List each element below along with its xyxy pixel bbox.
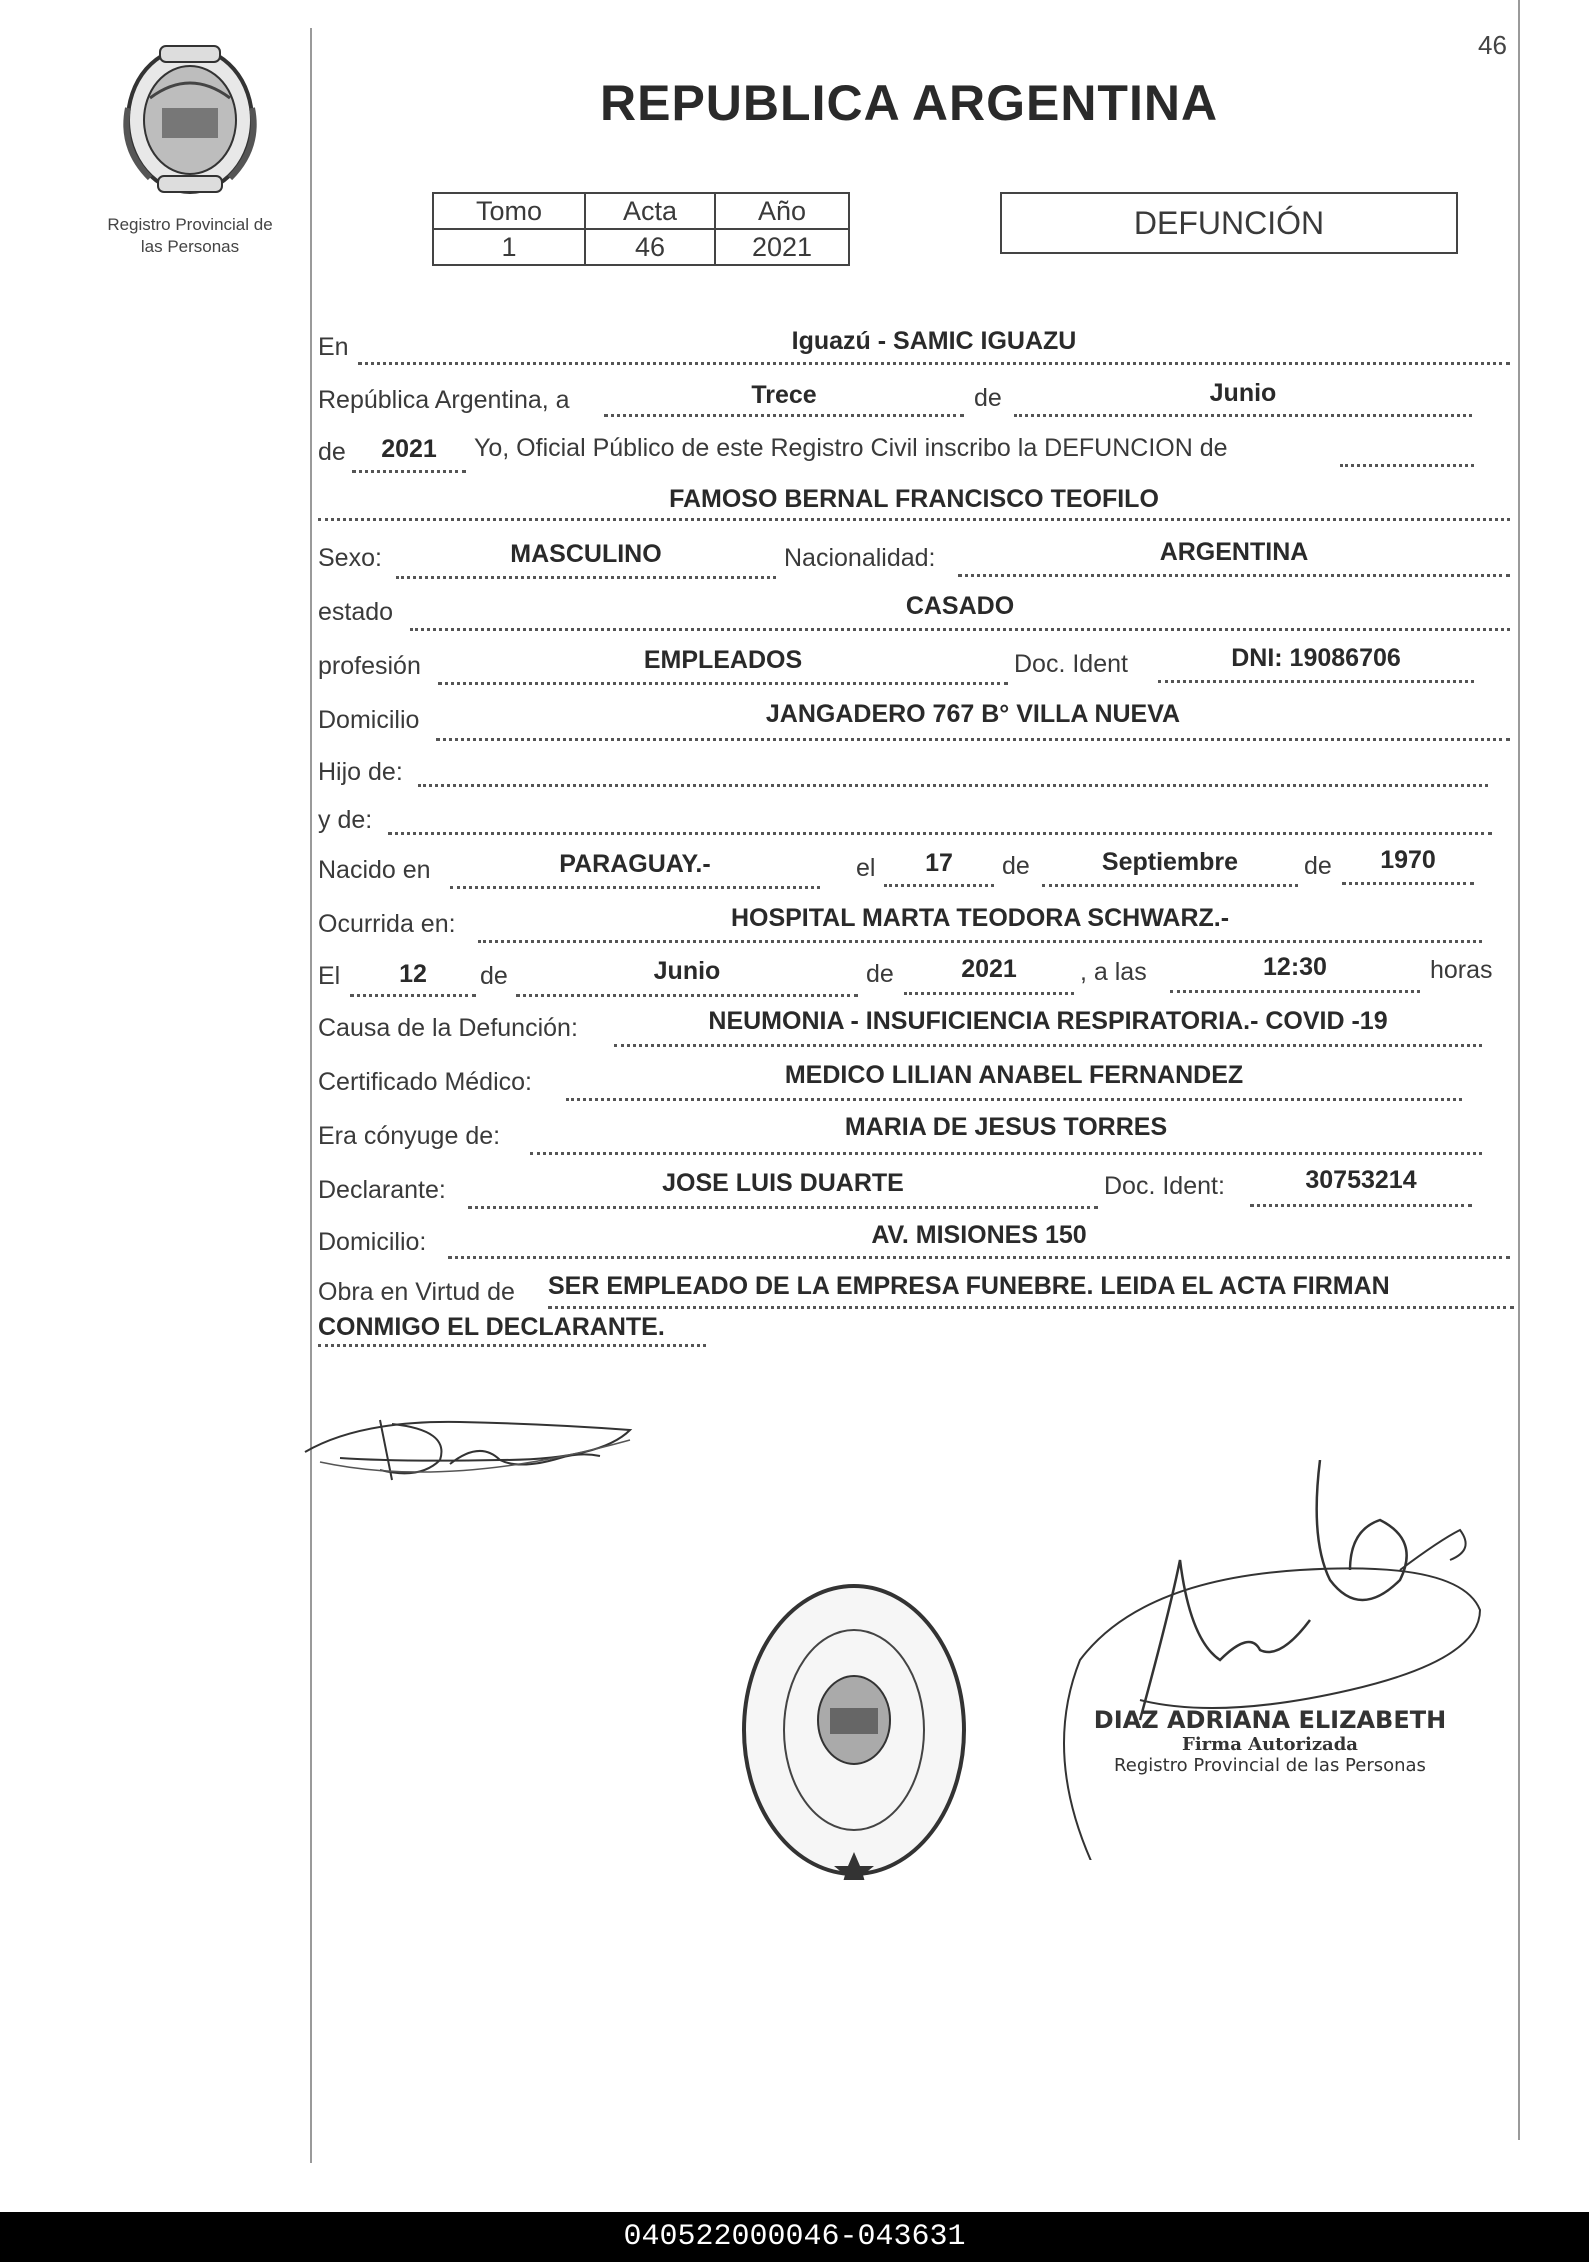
de-label-1: de xyxy=(974,384,1002,412)
nacido-label: Nacido en xyxy=(318,856,431,884)
registry-line-2: las Personas xyxy=(140,237,240,256)
registry-stamp xyxy=(738,1580,970,1880)
page-title: REPUBLICA ARGENTINA xyxy=(600,75,1219,131)
el-label: el xyxy=(856,854,876,882)
doc-ident2-label: Doc. Ident: xyxy=(1104,1172,1225,1200)
nacionalidad-value: ARGENTINA xyxy=(1159,538,1309,566)
place-value: Iguazú - SAMIC IGUAZU xyxy=(791,327,1077,355)
causa-value: NEUMONIA - INSUFICIENCIA RESPIRATORIA.- COVID -19 xyxy=(708,1007,1388,1035)
header-acta: Acta xyxy=(585,193,715,229)
yo-text: Yo, Oficial Público de este Registro Civil inscribo la DEFUNCION de xyxy=(474,434,1228,462)
nacionalidad-label: Nacionalidad: xyxy=(784,544,936,572)
record-table xyxy=(432,192,850,266)
hijo-label: Hijo de: xyxy=(318,758,403,786)
de-label-2: de xyxy=(318,438,346,466)
estado-label: estado xyxy=(318,598,394,626)
death-month-value: Junio xyxy=(653,957,721,985)
profesion-label: profesión xyxy=(318,652,421,680)
sexo-value: MASCULINO xyxy=(510,540,662,568)
ocurrida-label: Ocurrida en: xyxy=(318,910,456,938)
certificado-value: MEDICO LILIAN ANABEL FERNANDEZ xyxy=(784,1061,1244,1089)
alas-label: , a las xyxy=(1080,958,1147,986)
value-tomo: 1 xyxy=(433,229,585,265)
registry-line-1: Registro Provincial de xyxy=(107,215,273,234)
deceased-name: FAMOSO BERNAL FRANCISCO TEOFILO xyxy=(669,485,1159,513)
day-words-value: Trece xyxy=(751,381,817,409)
seal-icon xyxy=(110,38,270,198)
domicilio2-value: AV. MISIONES 150 xyxy=(871,1221,1087,1249)
header-anio: Año xyxy=(715,193,849,229)
conyuge-label: Era cónyuge de: xyxy=(318,1122,501,1150)
el2-label: El xyxy=(318,962,341,990)
horas-label: horas xyxy=(1430,956,1493,984)
value-acta: 46 xyxy=(585,229,715,265)
doc-ident-label: Doc. Ident xyxy=(1014,650,1128,678)
ocurrida-value: HOSPITAL MARTA TEODORA SCHWARZ.- xyxy=(730,904,1230,932)
declarante-value: JOSE LUIS DUARTE xyxy=(662,1169,904,1197)
document-type: DEFUNCIÓN xyxy=(1000,192,1458,254)
official-name: DIAZ ADRIANA ELIZABETH xyxy=(1093,1706,1447,1734)
domicilio-value: JANGADERO 767 B° VILLA NUEVA xyxy=(765,700,1181,728)
en-label: En xyxy=(318,333,349,361)
yde-label: y de: xyxy=(318,806,373,834)
estado-value: CASADO xyxy=(905,592,1015,620)
header-tomo: Tomo xyxy=(433,193,585,229)
declarant-signature xyxy=(300,1400,640,1510)
profesion-value: EMPLEADOS xyxy=(643,646,803,674)
province-seal xyxy=(110,38,270,198)
doc-ident2-value: 30753214 xyxy=(1305,1166,1417,1194)
page-number: 46 xyxy=(1478,30,1507,60)
official-office: Registro Provincial de las Personas xyxy=(1114,1755,1426,1776)
causa-label: Causa de la Defunción: xyxy=(318,1014,578,1042)
obra-value-line2: CONMIGO EL DECLARANTE. xyxy=(318,1313,665,1341)
domicilio2-label: Domicilio: xyxy=(318,1228,427,1256)
birth-month-value: Septiembre xyxy=(1101,848,1239,876)
death-year-value: 2021 xyxy=(961,955,1017,983)
birth-year-value: 1970 xyxy=(1380,846,1436,874)
death-time-value: 12:30 xyxy=(1263,953,1327,981)
obra-value-line1: SER EMPLEADO DE LA EMPRESA FUNEBRE. LEIDA EL ACTA FIRMAN xyxy=(548,1272,1390,1300)
de-label-6: de xyxy=(866,960,894,988)
doc-ident-value: DNI: 19086706 xyxy=(1231,644,1401,672)
value-anio: 2021 xyxy=(715,229,849,265)
official-signature xyxy=(1020,1460,1500,1860)
de-label-3: de xyxy=(1002,852,1030,880)
declarante-label: Declarante: xyxy=(318,1176,446,1204)
death-day-value: 12 xyxy=(399,960,427,988)
footer-code: 040522000046-043631 xyxy=(0,2212,1589,2262)
de-label-5: de xyxy=(480,962,508,990)
domicilio-label: Domicilio xyxy=(318,706,420,734)
obra-label: Obra en Virtud de xyxy=(318,1278,515,1306)
conyuge-value: MARIA DE JESUS TORRES xyxy=(844,1113,1168,1141)
nacido-value: PARAGUAY.- xyxy=(559,850,711,878)
year-value: 2021 xyxy=(381,435,437,463)
official-role: Firma Autorizada xyxy=(1182,1734,1358,1755)
month-value: Junio xyxy=(1209,379,1277,407)
republica-label: República Argentina, a xyxy=(318,386,570,414)
birth-day-value: 17 xyxy=(925,849,953,877)
certificado-label: Certificado Médico: xyxy=(318,1068,532,1096)
sexo-label: Sexo: xyxy=(318,544,382,572)
de-label-4: de xyxy=(1304,852,1332,880)
